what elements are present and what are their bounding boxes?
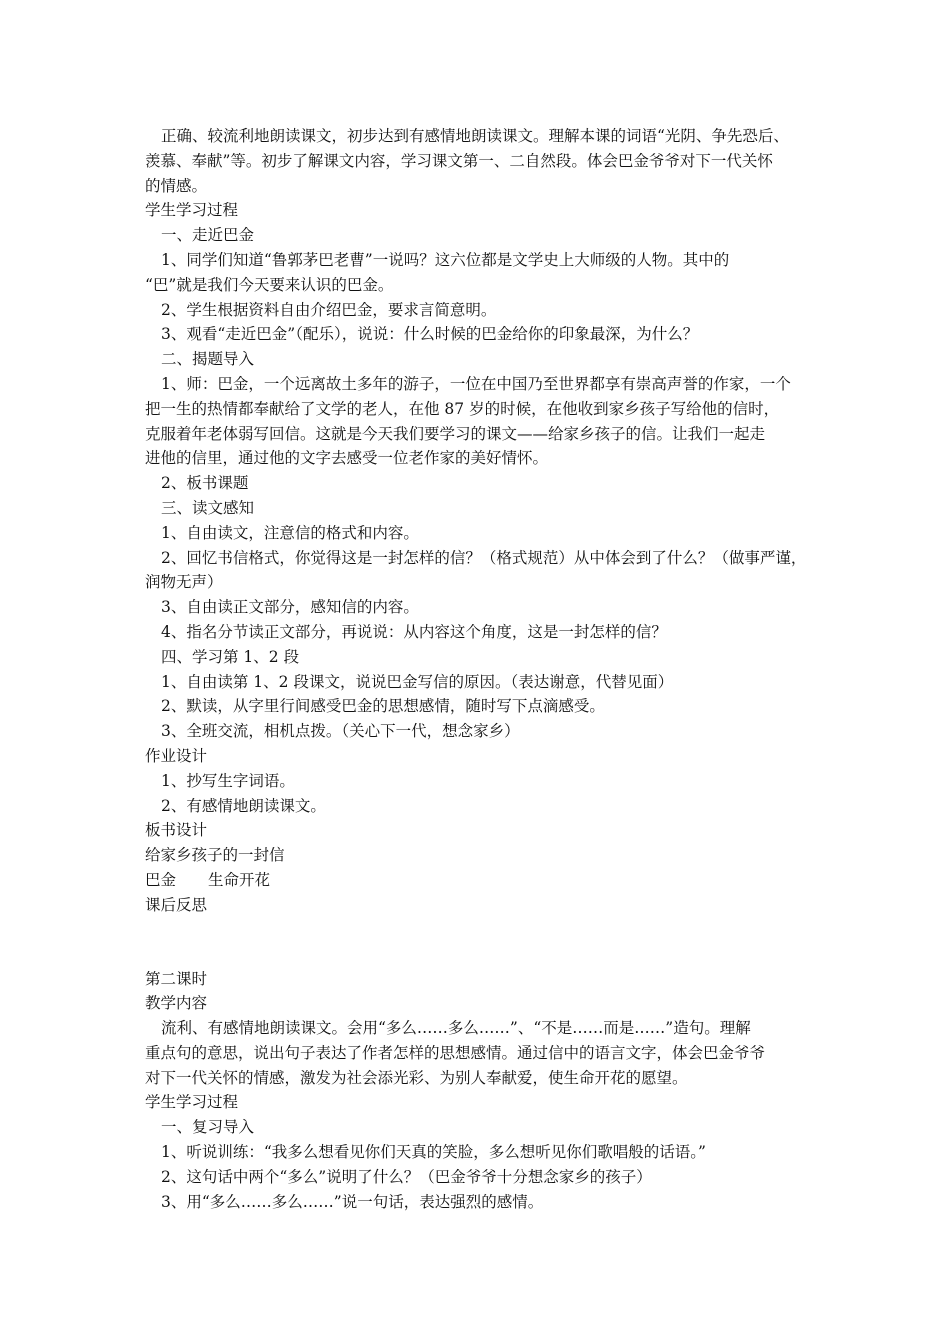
step-text: 3、自由读正文部分，感知信的内容。	[161, 598, 419, 617]
objectives-line-3: 的情感。	[145, 176, 208, 195]
content-line-1: 流利、有感情地朗读课文。会用“多么……多么……”、“不是……而是……”造句。理解	[161, 1019, 751, 1038]
section-title: 三、读文感知	[161, 498, 255, 517]
board-right: 生命开花	[208, 870, 271, 889]
step-text-continued: “巴”就是我们今天要来认识的巴金。	[145, 275, 394, 294]
homework-item: 2、有感情地朗读课文。	[161, 796, 326, 815]
section-title: 一、走近巴金	[161, 226, 255, 245]
step-text: 2、这句话中两个“多么”说明了什么？（巴金爷爷十分想念家乡的孩子）	[161, 1167, 652, 1186]
step-text: 1、听说训练：“我多么想看见你们天真的笑脸，多么想听见你们歌唱般的话语。”	[161, 1143, 706, 1162]
objectives-line-1: 正确、较流利地朗读课文，初步达到有感情地朗读课文。理解本课的词语“光阴、争先恐后、	[161, 127, 789, 145]
reflection-heading: 课后反思	[145, 895, 208, 914]
homework-item: 1、抄写生字词语。	[161, 771, 295, 790]
step-text: 3、观看“走近巴金”（配乐），说说：什么时候的巴金给你的印象最深，为什么？	[161, 325, 699, 344]
step-text-continued: 润物无声）	[145, 573, 223, 592]
board-left: 巴金	[145, 870, 177, 889]
content-heading: 教学内容	[145, 994, 208, 1013]
content-line-3: 对下一代关怀的情感，激发为社会添光彩、为别人奉献爱，使生命开花的愿望。	[145, 1068, 688, 1087]
step-text: 3、用“多么……多么……”说一句话，表达强烈的感情。	[161, 1192, 544, 1211]
step-text: 1、师：巴金，一个远离故土多年的游子，一位在中国乃至世界都享有崇高声誉的作家，一个	[161, 374, 791, 393]
process-heading-2: 学生学习过程	[145, 1093, 239, 1112]
homework-heading: 作业设计	[145, 746, 208, 765]
process-heading: 学生学习过程	[145, 201, 239, 220]
step-text: 2、板书课题	[161, 474, 249, 493]
content-line-2: 重点句的意思，说出句子表达了作者怎样的思想感情。通过信中的语言文字，体会巴金爷爷	[145, 1043, 766, 1062]
board-title: 给家乡孩子的一封信	[145, 846, 285, 865]
step-text-continued: 把一生的热情都奉献给了文学的老人，在他 87 岁的时候，在他收到家乡孩子写给他的信时，	[145, 399, 780, 418]
board-row	[145, 868, 815, 893]
section-title: 一、复习导入	[161, 1118, 255, 1137]
step-text: 2、回忆书信格式，你觉得这是一封怎样的信？（格式规范）从中体会到了什么？（做事严谨，	[161, 548, 807, 567]
step-text: 1、自由读第 1、2 段课文，说说巴金写信的原因。（表达谢意，代替见面）	[161, 672, 674, 691]
lesson2-heading: 第二课时	[145, 969, 208, 988]
document-page	[145, 124, 815, 1214]
section-title: 二、揭题导入	[161, 350, 255, 369]
step-text: 1、自由读文，注意信的格式和内容。	[161, 523, 419, 542]
step-text-continued: 克服着年老体弱写回信。这就是今天我们要学习的课文——给家乡孩子的信。让我们一起走	[145, 424, 766, 443]
step-text: 2、默读，从字里行间感受巴金的思想感情，随时写下点滴感受。	[161, 697, 605, 716]
step-text: 1、同学们知道“鲁郭茅巴老曹”一说吗？这六位都是文学史上大师级的人物。其中的	[161, 250, 730, 269]
step-text-continued: 进他的信里，通过他的文字去感受一位老作家的美好情怀。	[145, 449, 549, 468]
blank-space	[145, 918, 815, 967]
board-design-heading: 板书设计	[145, 821, 208, 840]
step-text: 4、指名分节读正文部分，再说说：从内容这个角度，这是一封怎样的信？	[161, 622, 667, 641]
objectives-line-2: 羡慕、奉献”等。初步了解课文内容，学习课文第一、二自然段。体会巴金爷爷对下一代关怀	[145, 151, 773, 170]
section-title: 四、学习第 1、2 段	[161, 647, 300, 666]
step-text: 3、全班交流，相机点拨。（关心下一代，想念家乡）	[161, 722, 520, 741]
step-text: 2、学生根据资料自由介绍巴金，要求言简意明。	[161, 300, 497, 319]
